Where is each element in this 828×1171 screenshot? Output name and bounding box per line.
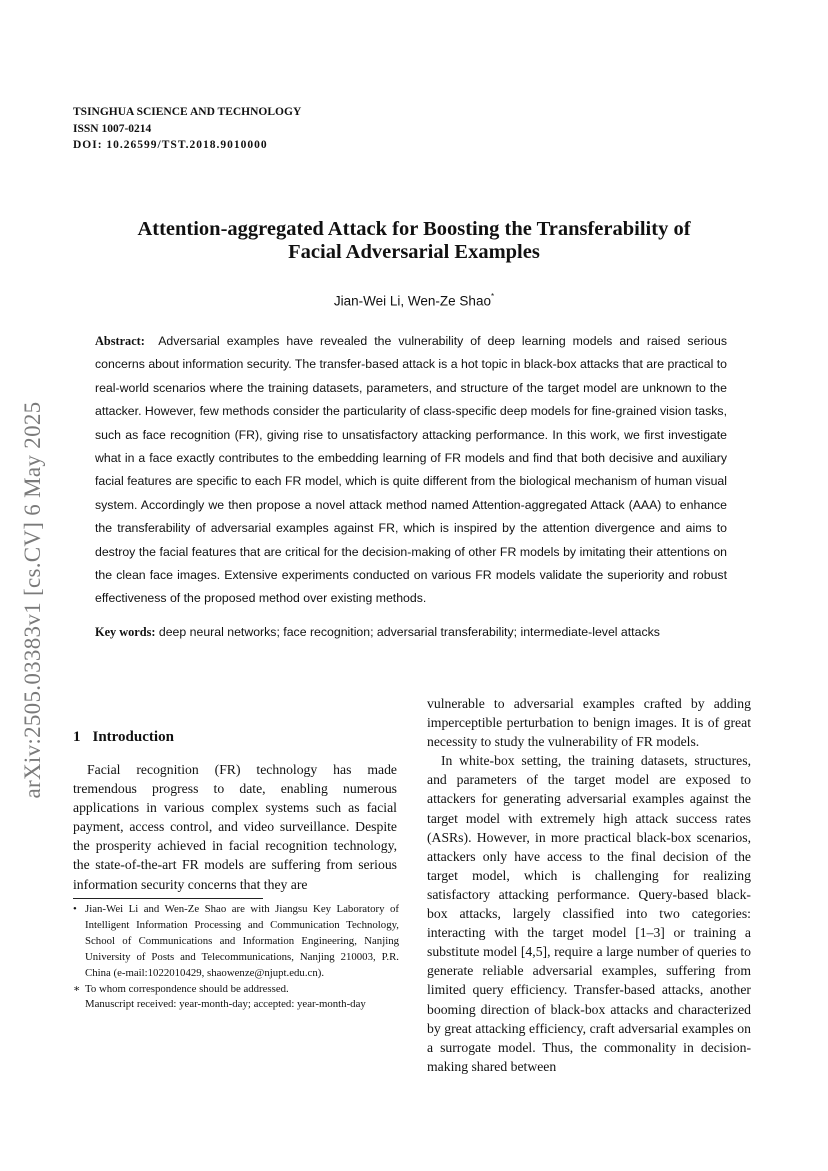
footnote-rule	[73, 898, 263, 899]
keywords	[95, 625, 727, 640]
abstract-label: Abstract:	[95, 334, 145, 348]
right-column	[427, 694, 751, 1076]
footnote-manuscript: Manuscript received: year-month-day; accepted: year-month-day	[85, 998, 366, 1011]
section-title: Introduction	[92, 729, 174, 745]
section-number: 1	[73, 729, 81, 745]
journal-issn: ISSN 1007-0214	[73, 122, 152, 135]
affil-text: Jian-Wei Li and Wen-Ze Shao are with Jiangsu Key Laboratory of Intelligent Information Processing and Communication Technology, School of Communications and Information Engineering, Nanjing University of Posts and Telecommunications, Nanjing 210003, P.R. China (e-mail:1022010429, shaowenze@njupt.edu.cn).	[85, 903, 399, 979]
abstract	[95, 330, 727, 611]
intro-paragraph: Facial recognition (FR) technology has made tremendous progress to date, enabling numerous applications in various complex systems such as facial payment, access control, and video surveillance. Despite the prosperity achieved in facial recognition technology, the state-of-the-art FR models are suffering from serious information security concerns that they are	[73, 762, 397, 892]
arxiv-watermark	[22, 360, 44, 840]
corr-mark: ∗	[73, 982, 81, 995]
keywords-label: Key words:	[95, 625, 156, 639]
keywords-text: deep neural networks; face recognition; adversarial transferability; intermediate-level attacks	[158, 625, 660, 639]
section-heading	[73, 729, 174, 746]
right-paragraph-1: vulnerable to adversarial examples crafted by adding imperceptible perturbation to benign images. It is of great necessity to study the vulnerability of FR models.	[427, 696, 751, 750]
footnote-correspondence	[73, 982, 399, 998]
paper-title	[90, 218, 738, 264]
journal-header	[73, 104, 301, 154]
journal-doi: DOI: 10.26599/TST.2018.9010000	[73, 139, 268, 151]
abstract-text: Adversarial examples have revealed the vulnerability of deep learning models and raised serious concerns about information security. The transfer-based attack is a hot topic in black-box attacks that are practical to real-world scenarios where the training datasets, parameters, and structure of the target model are unknown to the attacker. However, few methods consider the particularity of class-specific deep models for fine-grained vision tasks, such as face recognition (FR), giving rise to unsatisfactory attacking performance. In this work, we first investigate what in a face exactly contributes to the embedding learning of FR models and find that both decisive and auxiliary facial features are specific to each FR model, which is quite different from the biological mechanism of human visual system. Accordingly we then propose a novel attack method named Attention-aggregated Attack (AAA) to enhance the transferability of adversarial examples against FR, which is inspired by the attention divergence and aims to destroy the facial features that are critical for the decision-making of other FR models by imitating their attentions on the clean face images. Extensive experiments conducted on various FR models validate the superiority and robust effectiveness of the proposed method over existing methods.	[95, 334, 728, 606]
author-mark: *	[490, 292, 495, 301]
footnote-affiliation	[73, 902, 399, 982]
arxiv-id: arXiv:2505.03383v1 [cs.CV] 6 May 2025	[20, 401, 45, 799]
author-line	[90, 293, 738, 309]
authors: Jian-Wei Li, Wen-Ze Shao	[333, 293, 491, 309]
footnotes	[73, 902, 399, 1013]
title-line-2: Facial Adversarial Examples	[288, 241, 540, 263]
title-line-1: Attention-aggregated Attack for Boosting the Transferability of	[137, 218, 691, 240]
right-paragraph-2: In white-box setting, the training datasets, structures, and parameters of the target model are exposed to attackers for generating adversarial examples against the target model with extremely high attack success rates (ASRs). However, in more practical black-box scenarios, attackers only have access to the final decision of the target model, which is challenging for realizing satisfactory attacking performance. Query-based black-box attacks, largely classified into two categories: interacting with the target model [1–3] or training a substitute model [4,5], require a large number of queries to generate reliable adversarial examples, suffering from limited query efficiency. Transfer-based attacks, another booming direction of black-box attacks and characterized by great attacking efficiency, craft adversarial examples on a surrogate model. Thus, the commonality in decision-making shared between	[427, 753, 751, 1074]
left-column	[73, 760, 397, 894]
affil-mark: •	[73, 903, 77, 915]
corr-text: To whom correspondence should be addressed.	[85, 982, 289, 995]
journal-name: TSINGHUA SCIENCE AND TECHNOLOGY	[73, 106, 302, 118]
